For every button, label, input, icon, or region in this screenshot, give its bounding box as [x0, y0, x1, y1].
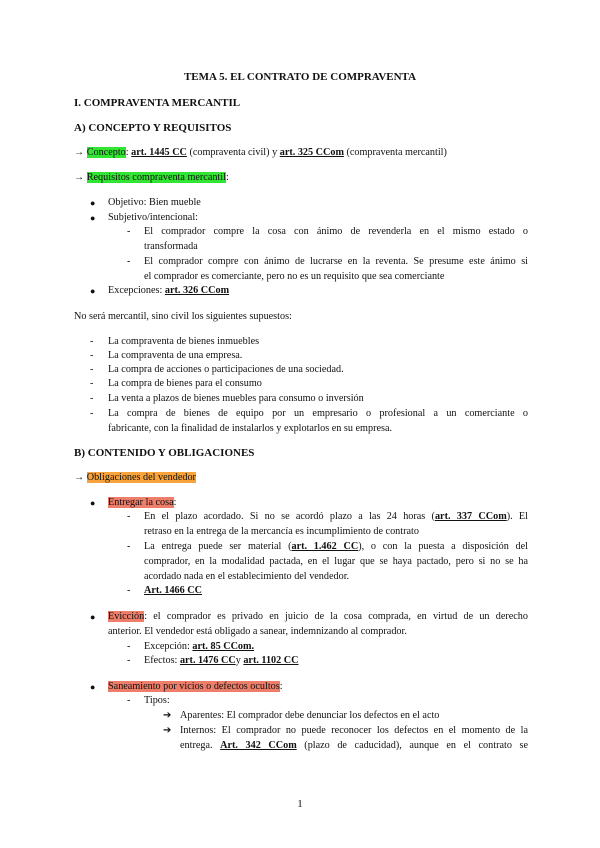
- ref-art-1476-cc: art. 1476 CC: [179, 655, 236, 666]
- bullet-icon: ●: [90, 682, 96, 692]
- right-arrow-icon: ➔: [163, 725, 172, 736]
- dash-icon: -: [127, 541, 131, 552]
- bullet-icon: ●: [90, 198, 96, 208]
- eviccion-l1-text: : el comprador es privado en juicio de la cosa comprada, en virtud de un derecho: [144, 611, 528, 622]
- requisitos-line: [74, 171, 229, 186]
- concept-text-1: (compraventa civil) y: [189, 147, 278, 158]
- ref-art-325-ccom: art. 325 CCom: [279, 147, 344, 158]
- obligaciones-line: [74, 471, 196, 486]
- req-objetivo: Objetivo: Bien mueble: [108, 197, 201, 208]
- eviccion-ef-y: y: [235, 655, 241, 666]
- concept-colon: :: [125, 147, 129, 158]
- ref-art-337-ccom: art. 337 CCom: [434, 511, 507, 522]
- eviccion-excepcion: [144, 640, 254, 655]
- bullet-icon: ●: [90, 612, 96, 622]
- requisitos-colon: :: [225, 172, 229, 183]
- internos-text-b: (plazo de caducidad), aunque en el contrato se: [304, 740, 528, 751]
- arrow-icon: →: [74, 147, 85, 158]
- arrow-icon: →: [74, 472, 85, 483]
- eviccion-l1: [108, 610, 528, 625]
- ref-art-1102-cc: art. 1102 CC: [243, 655, 299, 666]
- req-d2a: El comprador compre con ánimo de lucrarse en la reventa. Se presume este ánimo si: [144, 256, 528, 267]
- supuesto-6a: La compra de bienes de equipo por un empresario o profesional a un comerciante o: [108, 408, 528, 419]
- eviccion-label: Evicción: [108, 611, 145, 622]
- tipo-internos-l2: [180, 739, 528, 754]
- eviccion-efectos: [144, 654, 299, 669]
- supuesto-3: La compra de acciones o participaciones de una sociedad.: [108, 364, 344, 375]
- supuesto-4: La compra de bienes para el consumo: [108, 378, 262, 389]
- dash-icon: -: [90, 364, 94, 375]
- eviccion-exc-text: Excepción:: [144, 641, 190, 652]
- saneamiento-label: Saneamiento por vicios o defectos ocultos: [108, 681, 280, 692]
- bullet-icon: ●: [90, 213, 96, 223]
- dash-icon: -: [127, 655, 131, 666]
- dash-icon: -: [127, 511, 131, 522]
- subsection-heading-b: B) CONTENIDO Y OBLIGACIONES: [74, 447, 255, 459]
- obligaciones-label: Obligaciones del vendedor: [86, 472, 196, 483]
- entregar-line: [108, 496, 176, 511]
- dash-icon: -: [127, 585, 131, 596]
- tipo-aparentes: Aparentes: El comprador debe denunciar los defectos en el acto: [180, 710, 440, 721]
- ref-art-85-ccom: art. 85 CCom.: [192, 641, 255, 652]
- dash-icon: -: [127, 226, 131, 237]
- req-d1b: transformada: [144, 241, 198, 252]
- internos-text-a: entrega.: [180, 740, 213, 751]
- dash-icon: -: [127, 256, 131, 267]
- entregar-l1-end: ). El: [506, 511, 528, 522]
- saneamiento-colon: :: [279, 681, 283, 692]
- eviccion-l2: anterior. El vendedor está obligado a sanear, indemnizando al comprador.: [108, 626, 407, 637]
- saneamiento-tipos: Tipos:: [144, 695, 170, 706]
- entregar-l5: acordado nada en el establecimiento del vendedor.: [144, 571, 350, 582]
- entregar-l1: [144, 510, 528, 525]
- req-d1a: El comprador compre la cosa con ánimo de revenderla en el mismo estado o: [144, 226, 528, 237]
- concept-line: [74, 146, 447, 161]
- entregar-l1-text: En el plazo acordado. Si no se acordó plazo a las 24 horas (: [144, 511, 435, 522]
- req-d2b: el comprador es comerciante, pero no es un requisito que sea comerciante: [144, 271, 445, 282]
- ref-art-1445-cc: art. 1445 CC: [131, 147, 187, 158]
- tipo-internos-l1: Internos: El comprador no puede reconocer los defectos en el momento de la: [180, 725, 528, 736]
- entregar-colon: :: [173, 497, 177, 508]
- bullet-icon: ●: [90, 286, 96, 296]
- ref-art-1462-cc: art. 1.462 CC: [291, 541, 359, 552]
- supuesto-1: La compraventa de bienes inmuebles: [108, 336, 260, 347]
- req-subjetivo: Subjetivo/intencional:: [108, 212, 198, 223]
- dash-icon: -: [90, 393, 94, 404]
- supuesto-5: La venta a plazos de bienes muebles para consumo o inversión: [108, 393, 364, 404]
- right-arrow-icon: ➔: [163, 710, 172, 721]
- arrow-icon: →: [74, 172, 85, 183]
- dash-icon: -: [90, 408, 94, 419]
- entregar-l3-text: La entrega puede ser material (: [144, 541, 292, 552]
- page-number: 1: [297, 798, 303, 810]
- dash-icon: -: [90, 336, 94, 347]
- eviccion-ef-text: Efectos:: [144, 655, 178, 666]
- dash-icon: -: [90, 350, 94, 361]
- ref-art-1466-cc: [144, 584, 202, 599]
- entregar-label: Entregar la cosa: [108, 497, 174, 508]
- entregar-l4: comprador, en la modalidad pactada, en el lugar que se haya pactado, pero si no se ha: [144, 556, 528, 567]
- concept-text-2: (compraventa mercantil): [346, 147, 447, 158]
- saneamiento-line: [108, 680, 283, 695]
- dash-icon: -: [127, 641, 131, 652]
- dash-icon: -: [127, 695, 131, 706]
- supuesto-6b: fabricante, con la finalidad de instalarlos y explotarlos en su empresa.: [108, 423, 393, 434]
- entregar-l3-end: ), o con la puesta a disposición del: [358, 541, 528, 552]
- excepciones-text: Excepciones:: [108, 285, 163, 296]
- bullet-icon: ●: [90, 498, 96, 508]
- ref-art-1466-cc-text: Art. 1466 CC: [144, 585, 203, 596]
- req-excepciones: [108, 284, 229, 299]
- requisitos-label: Requisitos compraventa mercantil: [86, 172, 226, 183]
- ref-art-342-ccom: Art. 342 CCom: [220, 740, 297, 751]
- entregar-l3: [144, 540, 528, 555]
- section-heading-1: I. COMPRAVENTA MERCANTIL: [74, 97, 241, 109]
- entregar-l2: retraso en la entrega de la mercancía es incumplimiento de contrato: [144, 526, 419, 537]
- document-title: TEMA 5. EL CONTRATO DE COMPRAVENTA: [183, 71, 417, 83]
- supuesto-2: La compraventa de una empresa.: [108, 350, 243, 361]
- dash-icon: -: [90, 378, 94, 389]
- subsection-heading-a: A) CONCEPTO Y REQUISITOS: [74, 122, 232, 134]
- no-mercantil-intro: No será mercantil, sino civil los siguientes supuestos:: [74, 311, 292, 322]
- concept-label: Concepto: [86, 147, 126, 158]
- ref-art-326-ccom: art. 326 CCom: [164, 285, 230, 296]
